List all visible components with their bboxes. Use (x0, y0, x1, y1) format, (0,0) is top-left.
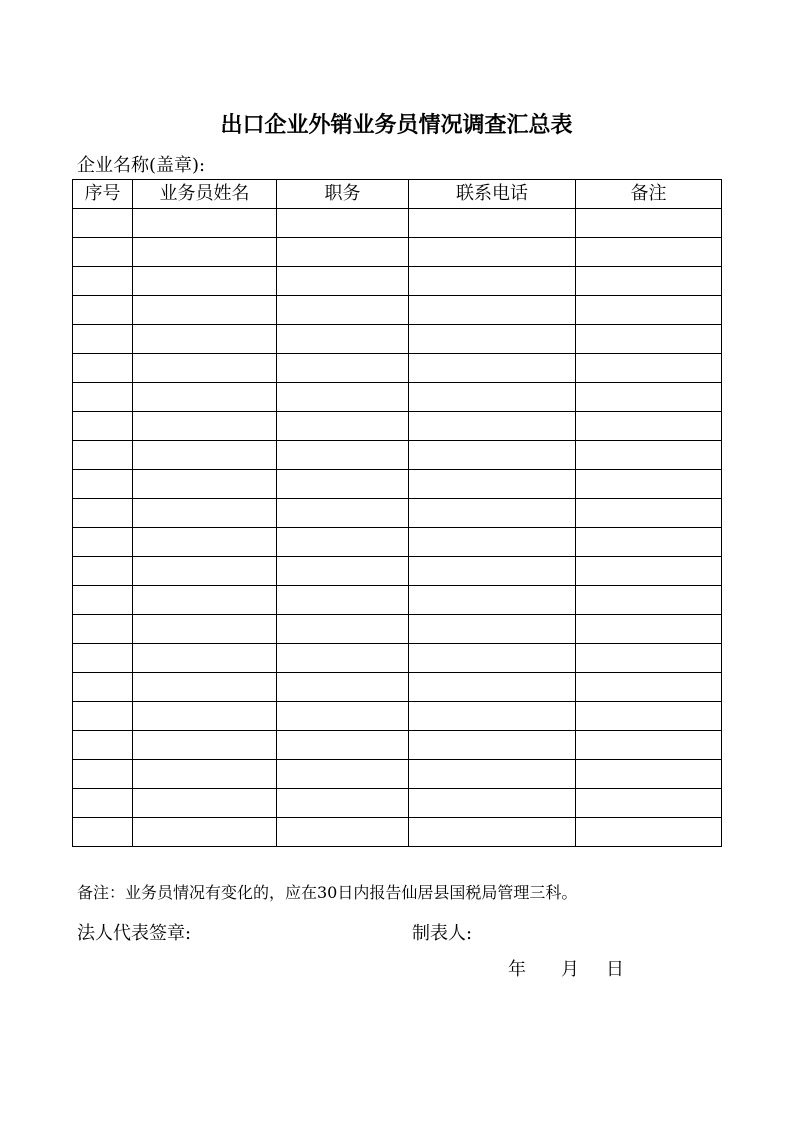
header-remarks: 备注 (576, 180, 722, 209)
cell-salesperson-name[interactable] (133, 586, 277, 615)
cell-phone[interactable] (409, 789, 576, 818)
cell-serial-number[interactable] (73, 760, 133, 789)
preparer-label: 制表人: (412, 923, 473, 944)
date-day-label: 日 (606, 959, 624, 980)
cell-phone[interactable] (409, 354, 576, 383)
date-month-label: 月 (561, 959, 579, 980)
remarks-note: 备注：业务员情况有变化的，应在30日内报告仙居县国税局管理三科。 (77, 883, 578, 902)
cell-salesperson-name[interactable] (133, 528, 277, 557)
cell-serial-number[interactable] (73, 470, 133, 499)
cell-position[interactable] (277, 354, 409, 383)
cell-serial-number[interactable] (73, 325, 133, 354)
header-salesperson-name: 业务员姓名 (133, 180, 277, 209)
cell-phone[interactable] (409, 615, 576, 644)
cell-serial-number[interactable] (73, 209, 133, 238)
cell-salesperson-name[interactable] (133, 383, 277, 412)
cell-salesperson-name[interactable] (133, 789, 277, 818)
cell-position[interactable] (277, 557, 409, 586)
legal-rep-signature-label: 法人代表签章: (77, 923, 192, 944)
cell-remarks[interactable] (576, 557, 722, 586)
cell-salesperson-name[interactable] (133, 296, 277, 325)
cell-phone[interactable] (409, 499, 576, 528)
cell-phone[interactable] (409, 267, 576, 296)
cell-position[interactable] (277, 586, 409, 615)
cell-remarks[interactable] (576, 789, 722, 818)
cell-serial-number[interactable] (73, 586, 133, 615)
cell-phone[interactable] (409, 325, 576, 354)
table-row (73, 760, 722, 789)
cell-serial-number[interactable] (73, 818, 133, 847)
cell-salesperson-name[interactable] (133, 325, 277, 354)
table-row (73, 470, 722, 499)
table-header-row (73, 180, 722, 209)
cell-salesperson-name[interactable] (133, 644, 277, 673)
table-row (73, 209, 722, 238)
cell-salesperson-name[interactable] (133, 412, 277, 441)
table-row (73, 267, 722, 296)
cell-serial-number[interactable] (73, 673, 133, 702)
cell-position[interactable] (277, 296, 409, 325)
table-row (73, 615, 722, 644)
cell-salesperson-name[interactable] (133, 209, 277, 238)
cell-remarks[interactable] (576, 441, 722, 470)
cell-position[interactable] (277, 615, 409, 644)
cell-position[interactable] (277, 238, 409, 267)
cell-salesperson-name[interactable] (133, 818, 277, 847)
table-row (73, 528, 722, 557)
cell-salesperson-name[interactable] (133, 673, 277, 702)
cell-serial-number[interactable] (73, 702, 133, 731)
cell-remarks[interactable] (576, 354, 722, 383)
cell-serial-number[interactable] (73, 296, 133, 325)
cell-remarks[interactable] (576, 644, 722, 673)
company-name-label: 企业名称(盖章): (77, 155, 206, 176)
cell-phone[interactable] (409, 586, 576, 615)
table-row (73, 673, 722, 702)
cell-position[interactable] (277, 470, 409, 499)
cell-salesperson-name[interactable] (133, 760, 277, 789)
cell-remarks[interactable] (576, 673, 722, 702)
table-row (73, 702, 722, 731)
cell-position[interactable] (277, 644, 409, 673)
cell-position[interactable] (277, 818, 409, 847)
cell-remarks[interactable] (576, 615, 722, 644)
cell-phone[interactable] (409, 296, 576, 325)
cell-phone[interactable] (409, 818, 576, 847)
cell-serial-number[interactable] (73, 238, 133, 267)
cell-serial-number[interactable] (73, 731, 133, 760)
cell-serial-number[interactable] (73, 789, 133, 818)
table-row (73, 412, 722, 441)
cell-salesperson-name[interactable] (133, 557, 277, 586)
cell-serial-number[interactable] (73, 441, 133, 470)
cell-position[interactable] (277, 528, 409, 557)
cell-salesperson-name[interactable] (133, 702, 277, 731)
table-row (73, 818, 722, 847)
cell-remarks[interactable] (576, 702, 722, 731)
cell-remarks[interactable] (576, 383, 722, 412)
cell-remarks[interactable] (576, 470, 722, 499)
cell-remarks[interactable] (576, 412, 722, 441)
cell-phone[interactable] (409, 383, 576, 412)
cell-position[interactable] (277, 267, 409, 296)
cell-remarks[interactable] (576, 818, 722, 847)
date-year-label: 年 (508, 959, 526, 980)
cell-remarks[interactable] (576, 499, 722, 528)
cell-salesperson-name[interactable] (133, 499, 277, 528)
cell-position[interactable] (277, 441, 409, 470)
table-row (73, 296, 722, 325)
cell-serial-number[interactable] (73, 615, 133, 644)
cell-phone[interactable] (409, 412, 576, 441)
cell-phone[interactable] (409, 441, 576, 470)
table-row (73, 238, 722, 267)
table-row (73, 557, 722, 586)
table-row (73, 586, 722, 615)
cell-position[interactable] (277, 731, 409, 760)
cell-serial-number[interactable] (73, 644, 133, 673)
table-row (73, 731, 722, 760)
cell-phone[interactable] (409, 557, 576, 586)
table-row (73, 325, 722, 354)
cell-serial-number[interactable] (73, 267, 133, 296)
cell-position[interactable] (277, 702, 409, 731)
table-row (73, 383, 722, 412)
cell-phone[interactable] (409, 760, 576, 789)
cell-serial-number[interactable] (73, 557, 133, 586)
cell-phone[interactable] (409, 644, 576, 673)
cell-salesperson-name[interactable] (133, 441, 277, 470)
cell-salesperson-name[interactable] (133, 238, 277, 267)
cell-position[interactable] (277, 325, 409, 354)
cell-position[interactable] (277, 499, 409, 528)
cell-phone[interactable] (409, 731, 576, 760)
cell-remarks[interactable] (576, 528, 722, 557)
cell-position[interactable] (277, 209, 409, 238)
cell-phone[interactable] (409, 528, 576, 557)
cell-serial-number[interactable] (73, 412, 133, 441)
cell-phone[interactable] (409, 209, 576, 238)
cell-salesperson-name[interactable] (133, 267, 277, 296)
table-row (73, 789, 722, 818)
cell-serial-number[interactable] (73, 499, 133, 528)
table-row (73, 441, 722, 470)
cell-remarks[interactable] (576, 586, 722, 615)
cell-remarks[interactable] (576, 325, 722, 354)
cell-phone[interactable] (409, 702, 576, 731)
cell-position[interactable] (277, 673, 409, 702)
table-row (73, 499, 722, 528)
cell-position[interactable] (277, 412, 409, 441)
cell-remarks[interactable] (576, 731, 722, 760)
cell-salesperson-name[interactable] (133, 615, 277, 644)
cell-serial-number[interactable] (73, 383, 133, 412)
table-row (73, 644, 722, 673)
cell-salesperson-name[interactable] (133, 731, 277, 760)
cell-position[interactable] (277, 760, 409, 789)
cell-serial-number[interactable] (73, 528, 133, 557)
survey-table (72, 179, 722, 847)
cell-remarks[interactable] (576, 238, 722, 267)
header-position: 职务 (277, 180, 409, 209)
cell-salesperson-name[interactable] (133, 470, 277, 499)
cell-remarks[interactable] (576, 760, 722, 789)
cell-remarks[interactable] (576, 296, 722, 325)
table-row (73, 354, 722, 383)
cell-position[interactable] (277, 789, 409, 818)
cell-position[interactable] (277, 383, 409, 412)
cell-phone[interactable] (409, 470, 576, 499)
header-phone: 联系电话 (409, 180, 576, 209)
form-title: 出口企业外销业务员情况调查汇总表 (220, 113, 573, 138)
table-body (73, 209, 722, 847)
cell-remarks[interactable] (576, 267, 722, 296)
cell-serial-number[interactable] (73, 354, 133, 383)
cell-salesperson-name[interactable] (133, 354, 277, 383)
cell-phone[interactable] (409, 238, 576, 267)
header-serial-number: 序号 (73, 180, 133, 209)
cell-phone[interactable] (409, 673, 576, 702)
cell-remarks[interactable] (576, 209, 722, 238)
